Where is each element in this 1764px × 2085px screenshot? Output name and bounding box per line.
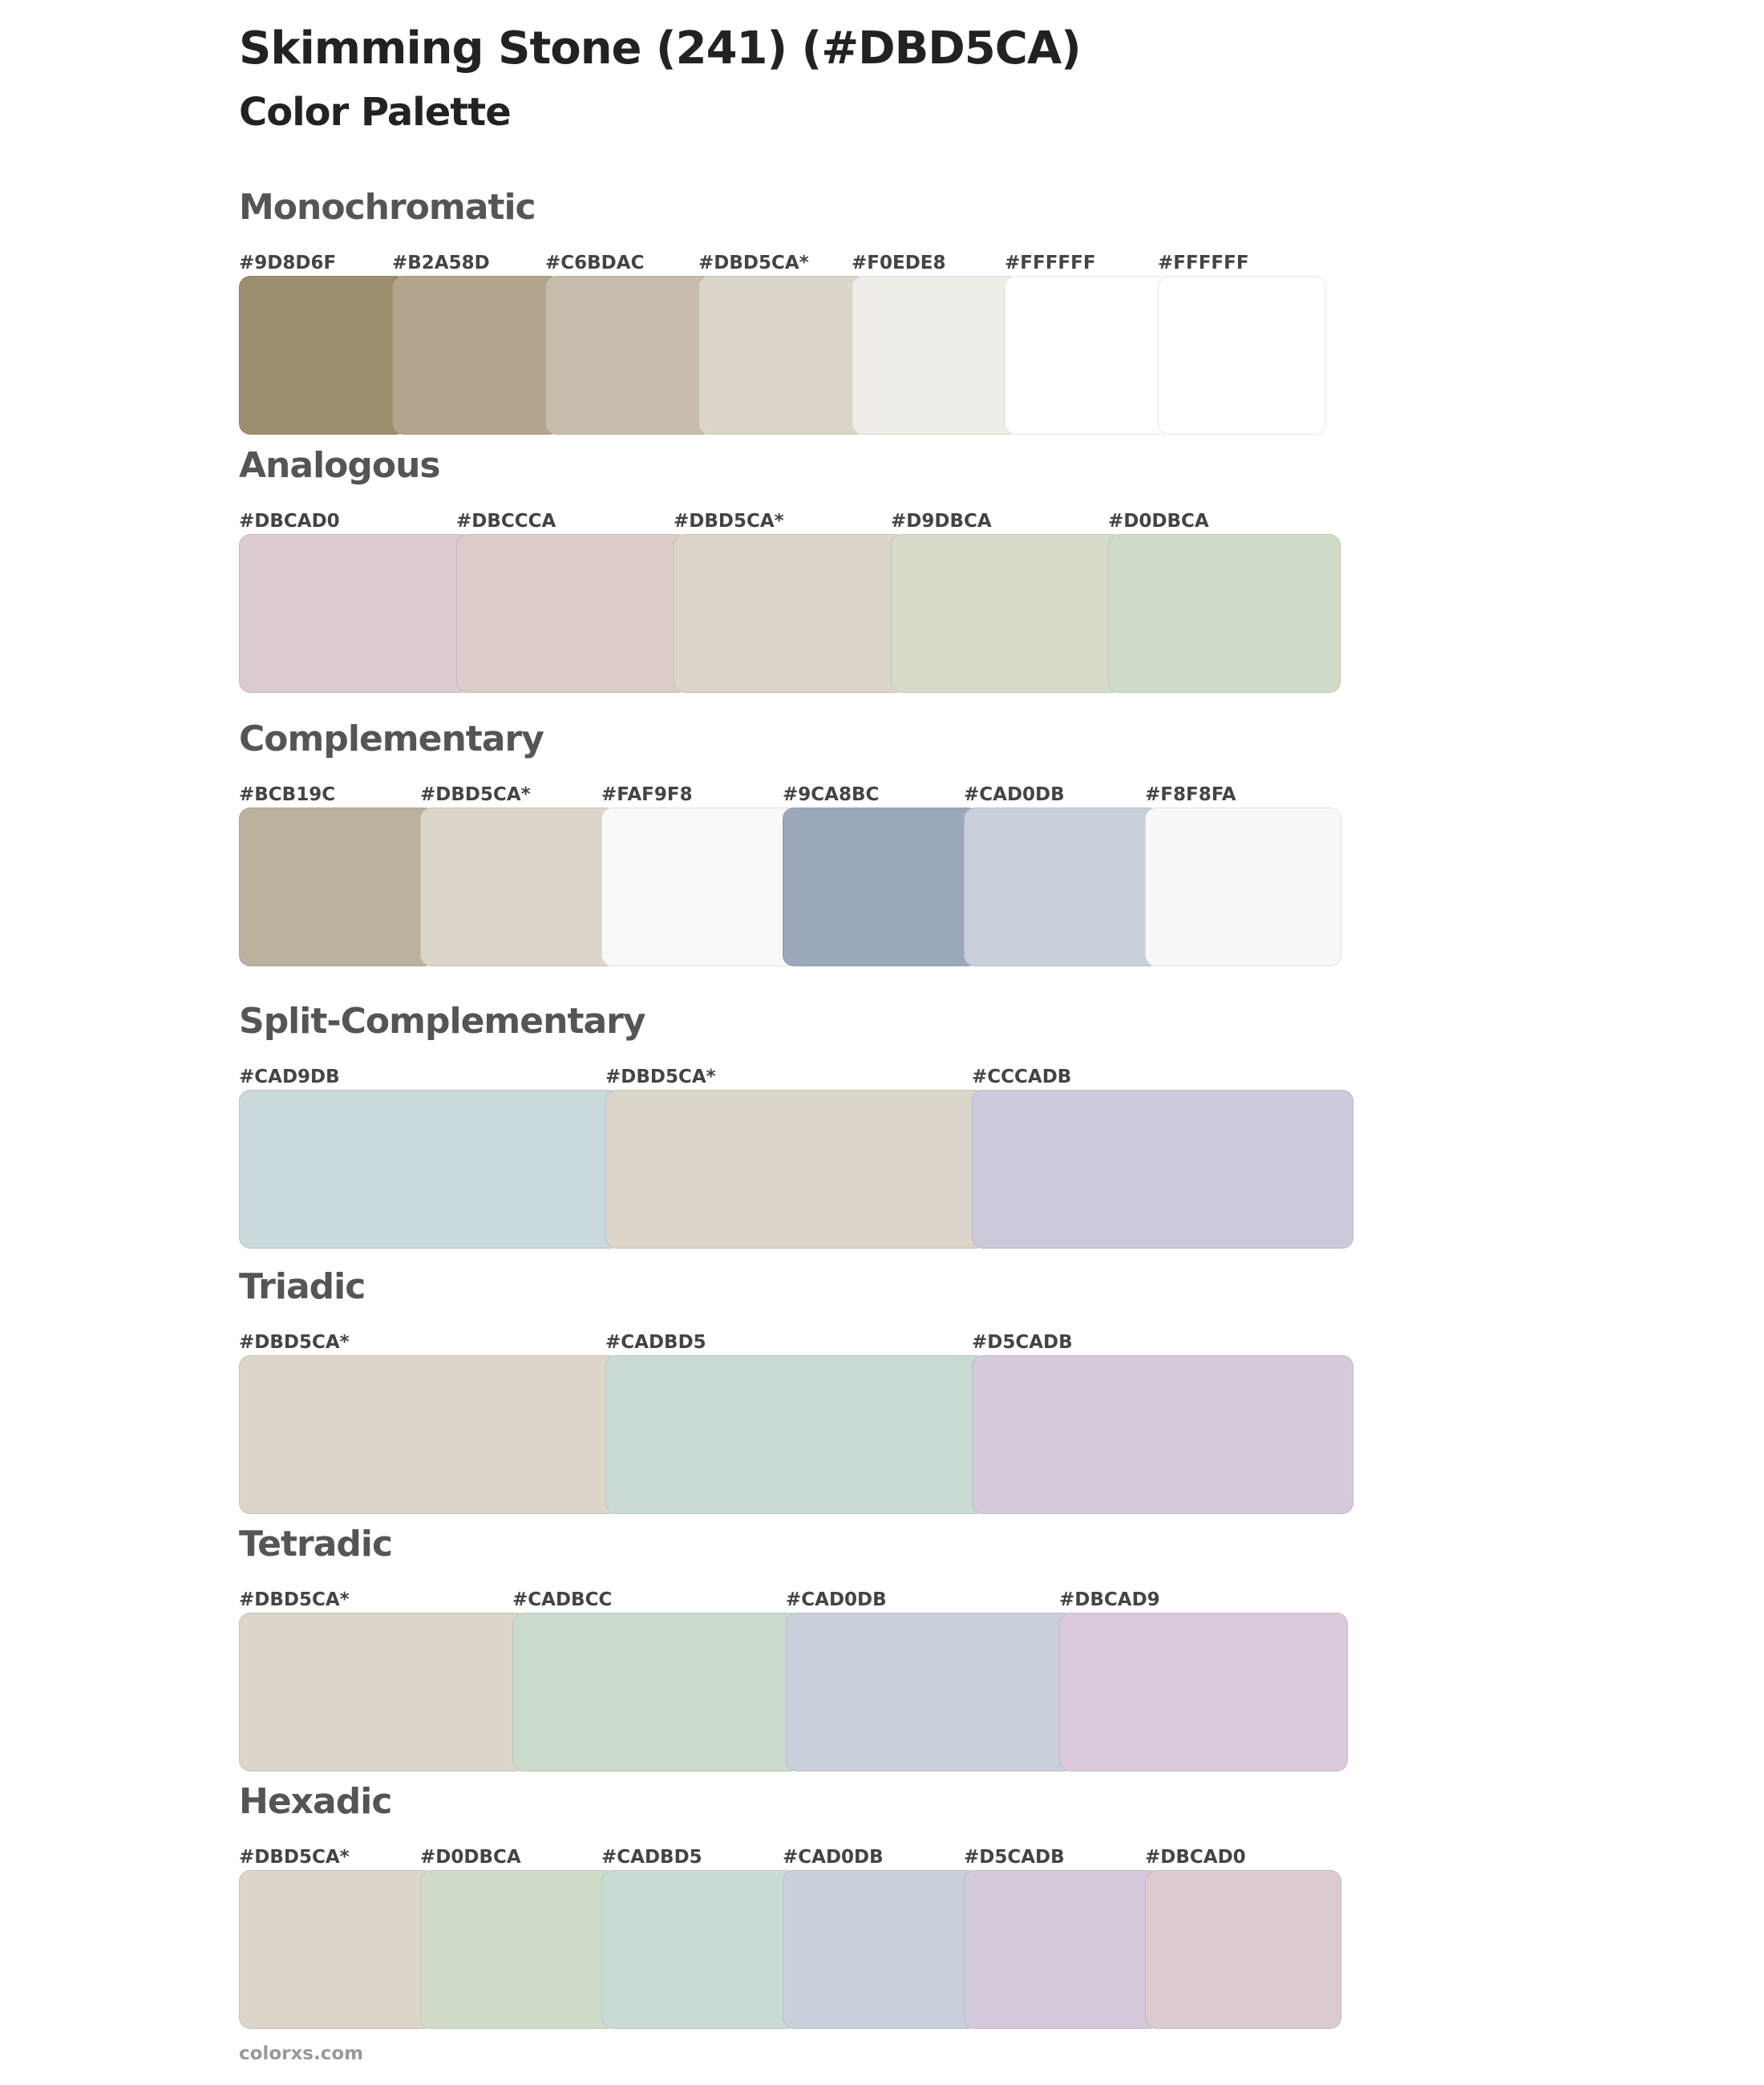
color-chip[interactable] [1145,1870,1341,2029]
swatch-hex-label[interactable]: #DBD5CA* [239,1589,350,1610]
section-heading: Complementary [239,719,544,759]
section-heading: Tetradic [239,1524,393,1565]
swatch-hex-label[interactable]: #FFFFFF [1158,253,1249,273]
color-chip[interactable] [891,534,1123,693]
swatch-hex-label[interactable]: #DBD5CA* [674,511,784,532]
swatch-hex-label[interactable]: #C6BDAC [545,253,645,273]
section-heading: Analogous [239,445,440,486]
color-chip[interactable] [783,808,979,966]
color-chip[interactable] [783,1870,979,2029]
color-chip[interactable] [456,534,689,693]
site-footer[interactable]: colorxs.com [239,2043,364,2064]
color-chip[interactable] [1108,534,1341,693]
swatch-hex-label[interactable]: #CCCADB [972,1067,1072,1087]
swatch-hex-label[interactable]: #CAD9DB [239,1067,340,1087]
color-chip[interactable] [545,276,714,435]
color-chip[interactable] [239,1613,528,1771]
color-chip[interactable] [1059,1613,1348,1771]
color-chip[interactable] [852,276,1020,435]
swatch-hex-label[interactable]: #DBCAD9 [1059,1589,1160,1610]
swatch-hex-label[interactable]: #DBD5CA* [239,1847,350,1868]
swatch-hex-label[interactable]: #F0EDE8 [852,253,946,273]
swatch-hex-label[interactable]: #CADBD5 [601,1847,702,1868]
swatch-hex-label[interactable]: #9CA8BC [783,784,880,805]
color-chip[interactable] [964,1870,1160,2029]
swatch-hex-label[interactable]: #DBD5CA* [420,784,531,805]
swatch-hex-label[interactable]: #D0DBCA [420,1847,521,1868]
color-chip[interactable] [239,1355,621,1514]
swatch-hex-label[interactable]: #DBD5CA* [698,253,809,273]
color-chip[interactable] [605,1355,987,1514]
color-chip[interactable] [1145,808,1341,966]
color-chip[interactable] [239,808,435,966]
color-chip[interactable] [239,1870,435,2029]
section-heading: Hexadic [239,1781,392,1822]
swatch-hex-label[interactable]: #D9DBCA [891,511,992,532]
swatch-hex-label[interactable]: #D0DBCA [1108,511,1209,532]
color-chip[interactable] [972,1090,1353,1249]
swatch-hex-label[interactable]: #CAD0DB [786,1589,887,1610]
color-chip[interactable] [392,276,560,435]
swatch-hex-label[interactable]: #CAD0DB [783,1847,884,1868]
swatch-hex-label[interactable]: #9D8D6F [239,253,337,273]
color-chip[interactable] [786,1613,1074,1771]
color-chip[interactable] [1158,276,1326,435]
swatch-hex-label[interactable]: #CADBCC [512,1589,613,1610]
swatch-hex-label[interactable]: #D5CADB [964,1847,1065,1868]
page-subtitle: Color Palette [239,90,511,135]
swatch-hex-label[interactable]: #F8F8FA [1145,784,1236,805]
swatch-hex-label[interactable]: #D5CADB [972,1332,1073,1353]
section-heading: Split-Complementary [239,1001,645,1042]
swatch-hex-label[interactable]: #DBCAD0 [1145,1847,1246,1868]
color-chip[interactable] [512,1613,801,1771]
section-heading: Triadic [239,1266,366,1307]
swatch-hex-label[interactable]: #FFFFFF [1005,253,1096,273]
swatch-hex-label[interactable]: #DBD5CA* [605,1067,716,1087]
color-chip[interactable] [605,1090,987,1249]
color-chip[interactable] [420,808,617,966]
color-chip[interactable] [239,276,407,435]
section-heading: Monochromatic [239,187,536,228]
color-chip[interactable] [1005,276,1173,435]
color-chip[interactable] [674,534,906,693]
color-chip[interactable] [972,1355,1353,1514]
color-chip[interactable] [239,1090,621,1249]
swatch-hex-label[interactable]: #CADBD5 [605,1332,706,1353]
swatch-hex-label[interactable]: #DBCCCA [456,511,556,532]
swatch-hex-label[interactable]: #CAD0DB [964,784,1065,805]
color-chip[interactable] [601,808,798,966]
swatch-hex-label[interactable]: #FAF9F8 [601,784,693,805]
swatch-hex-label[interactable]: #B2A58D [392,253,490,273]
color-chip[interactable] [420,1870,617,2029]
color-chip[interactable] [698,276,867,435]
color-chip[interactable] [239,534,471,693]
swatch-hex-label[interactable]: #BCB19C [239,784,336,805]
page-title: Skimming Stone (241) (#DBD5CA) [239,22,1081,75]
swatch-hex-label[interactable]: #DBD5CA* [239,1332,350,1353]
color-chip[interactable] [601,1870,798,2029]
color-chip[interactable] [964,808,1160,966]
swatch-hex-label[interactable]: #DBCAD0 [239,511,340,532]
